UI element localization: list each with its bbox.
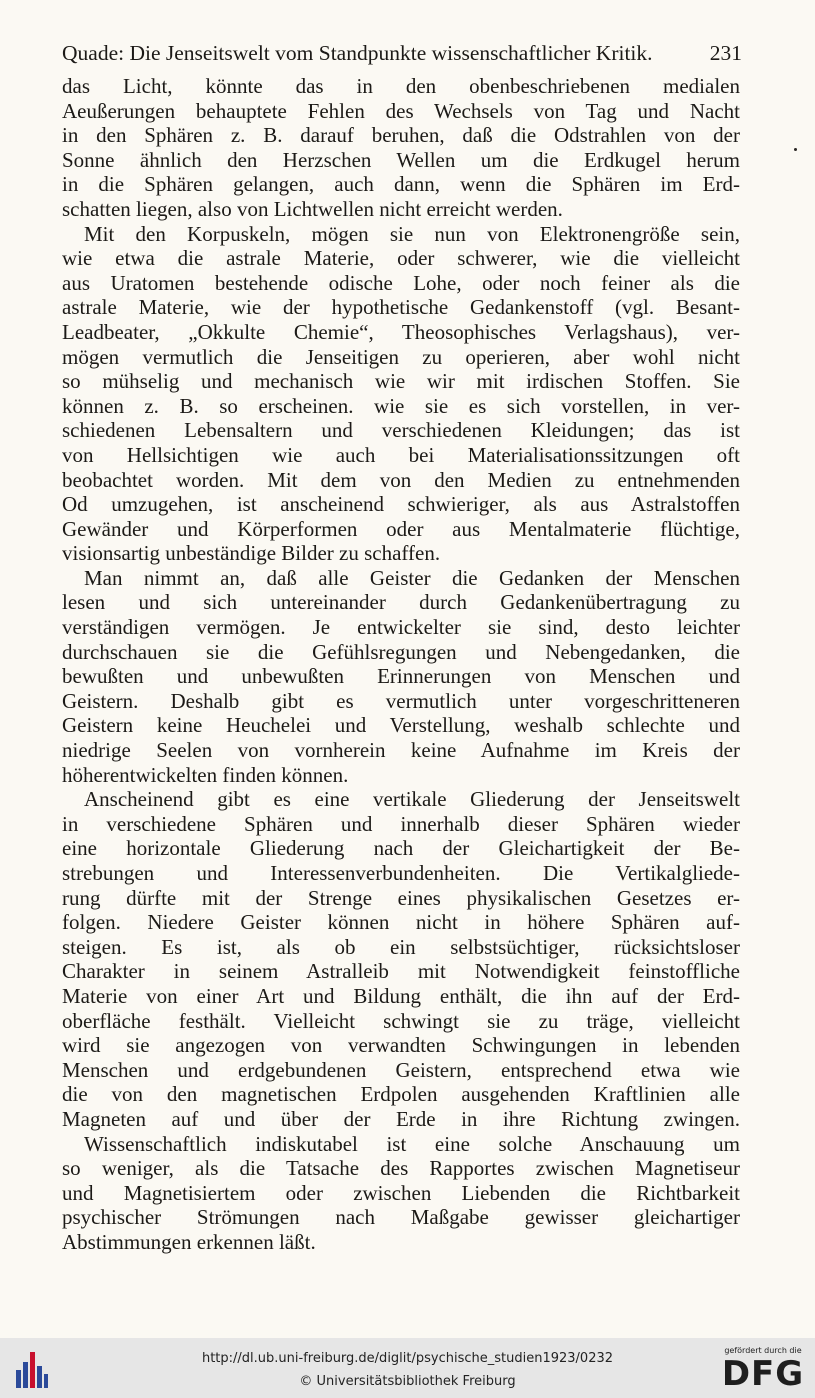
text-line: visionsartig unbeständige Bilder zu schaffen. bbox=[62, 541, 441, 566]
text-line: wie etwa die astrale Materie, oder schwerer, wie die vielleicht bbox=[62, 246, 740, 271]
page-number: 231 bbox=[709, 41, 742, 65]
text-line: wird sie angezogen von verwandten Schwingungen in lebenden bbox=[62, 1033, 740, 1058]
text-line: Menschen und erdgebundenen Geistern, entsprechend etwa wie bbox=[62, 1057, 740, 1082]
text-line: Charakter in seinem Astralleib mit Notwendigkeit feinstoffliche bbox=[62, 959, 740, 984]
text-line: aus Uratomen bestehende odische Lohe, oder noch feiner als die bbox=[62, 270, 740, 295]
dfg-logo-text: DFG bbox=[721, 1354, 805, 1394]
body-text bbox=[62, 74, 740, 1255]
text-line: Abstimmungen erkennen läßt. bbox=[62, 1229, 316, 1254]
text-line: in die Sphären gelangen, auch dann, wenn die Sphären im Erd- bbox=[62, 172, 740, 197]
text-line: beobachtet worden. Mit dem von den Medien zu entnehmenden bbox=[62, 467, 740, 492]
copyright-notice: © Universitätsbibliothek Freiburg bbox=[299, 1374, 516, 1389]
text-line: in verschiedene Sphären und innerhalb dieser Sphären wieder bbox=[62, 811, 740, 836]
text-line: eine horizontale Gliederung nach der Gleichartigkeit der Be- bbox=[62, 836, 740, 861]
text-line: Geistern keine Heuchelei und Verstellung, weshalb schlechte und bbox=[62, 713, 740, 738]
text-line: Sonne ähnlich den Herzschen Wellen um die Erdkugel herum bbox=[62, 147, 740, 172]
text-line: steigen. Es ist, als ob ein selbstsüchtiger, rücksichtsloser bbox=[62, 934, 740, 959]
text-line: oberfläche festhält. Vielleicht schwingt sie zu träge, vielleicht bbox=[62, 1008, 740, 1033]
text-line: verständigen vermögen. Je entwickelter sie sind, desto leichter bbox=[62, 615, 740, 640]
text-line: die von den magnetischen Erdpolen ausgehenden Kraftlinien alle bbox=[62, 1082, 740, 1107]
text-line: Man nimmt an, daß alle Geister die Gedanken der Menschen bbox=[84, 565, 740, 590]
text-line: von Hellsichtigen wie auch bei Materialisationssitzungen oft bbox=[62, 442, 740, 467]
text-line: Gewänder und Körperformen oder aus Mentalmaterie flüchtige, bbox=[62, 516, 740, 541]
text-line: Mit den Korpuskeln, mögen sie nun von Elektronengröße sein, bbox=[84, 221, 740, 246]
text-line: so weniger, als die Tatsache des Rapportes zwischen Magnetiseur bbox=[62, 1156, 740, 1181]
viewer-footer bbox=[0, 1338, 815, 1398]
scan-speck bbox=[794, 148, 797, 151]
text-line: strebungen und Interessenverbundenheiten. Die Vertikalgliede- bbox=[62, 861, 740, 885]
text-line: folgen. Niedere Geister können nicht in höhere Sphären auf- bbox=[62, 910, 740, 935]
text-line: bewußten und unbewußten Erinnerungen von Menschen und bbox=[62, 664, 740, 689]
text-line: und Magnetisiertem oder zwischen Liebenden die Richtbarkeit bbox=[62, 1180, 740, 1205]
text-line: Materie von einer Art und Bildung enthält, die ihn auf der Erd- bbox=[62, 983, 740, 1008]
text-line: so mühselig und mechanisch wie wir mit irdischen Stoffen. Sie bbox=[62, 369, 740, 394]
text-line: niedrige Seelen von vornherein keine Aufnahme im Kreis der bbox=[62, 738, 740, 763]
text-line: schatten liegen, also von Lichtwellen nicht erreicht werden. bbox=[62, 196, 563, 221]
running-title: Quade: Die Jenseitswelt vom Standpunkte wissenschaftlicher Kritik. bbox=[62, 41, 653, 65]
text-line: Od umzugehen, ist anscheinend schwieriger, als aus Astralstoffen bbox=[62, 492, 740, 517]
dfg-logo[interactable] bbox=[718, 1346, 808, 1394]
text-line: Wissenschaftlich indiskutabel ist eine solche Anschauung um bbox=[84, 1131, 740, 1156]
dfg-tagline: gefördert durch die bbox=[724, 1346, 802, 1355]
text-line: das Licht, könnte das in den obenbeschriebenen medialen bbox=[62, 74, 740, 98]
text-line: Magneten auf und über der Erde in ihre Richtung zwingen. bbox=[62, 1106, 740, 1131]
text-line: Anscheinend gibt es eine vertikale Gliederung der Jenseitswelt bbox=[84, 787, 740, 812]
text-line: höherentwickelten finden können. bbox=[62, 762, 349, 787]
text-line: in den Sphären z. B. darauf beruhen, daß die Odstrahlen von der bbox=[62, 123, 740, 148]
text-line: psychischer Strömungen nach Maßgabe gewisser gleichartiger bbox=[62, 1205, 740, 1230]
text-line: astrale Materie, wie der hypothetische Gedankenstoff (vgl. Besant- bbox=[62, 295, 740, 320]
text-line: durchschauen sie die Gefühlsregungen und Nebengedanken, die bbox=[62, 639, 740, 664]
text-line: schiedenen Lebensaltern und verschiedenen Kleidungen; das ist bbox=[62, 418, 740, 443]
text-line: Geistern. Deshalb gibt es vermutlich unter vorgeschritteneren bbox=[62, 688, 740, 713]
text-line: mögen vermutlich die Jenseitigen zu operieren, aber wohl nicht bbox=[62, 344, 740, 369]
document-url-link[interactable]: http://dl.ub.uni-freiburg.de/diglit/psychische_studien1923/0232 bbox=[201, 1351, 614, 1366]
text-line: können z. B. so erscheinen. wie sie es sich vorstellen, in ver- bbox=[62, 393, 740, 418]
text-line: Leadbeater, „Okkulte Chemie“, Theosophisches Verlagshaus), ver- bbox=[62, 319, 740, 344]
text-line: Aeußerungen behauptete Fehlen des Wechsels von Tag und Nacht bbox=[62, 98, 740, 123]
text-line: lesen und sich untereinander durch Gedankenübertragung zu bbox=[62, 590, 740, 615]
running-head bbox=[62, 40, 742, 66]
text-line: rung dürfte mit der Strenge eines physikalischen Gesetzes er- bbox=[62, 885, 740, 910]
